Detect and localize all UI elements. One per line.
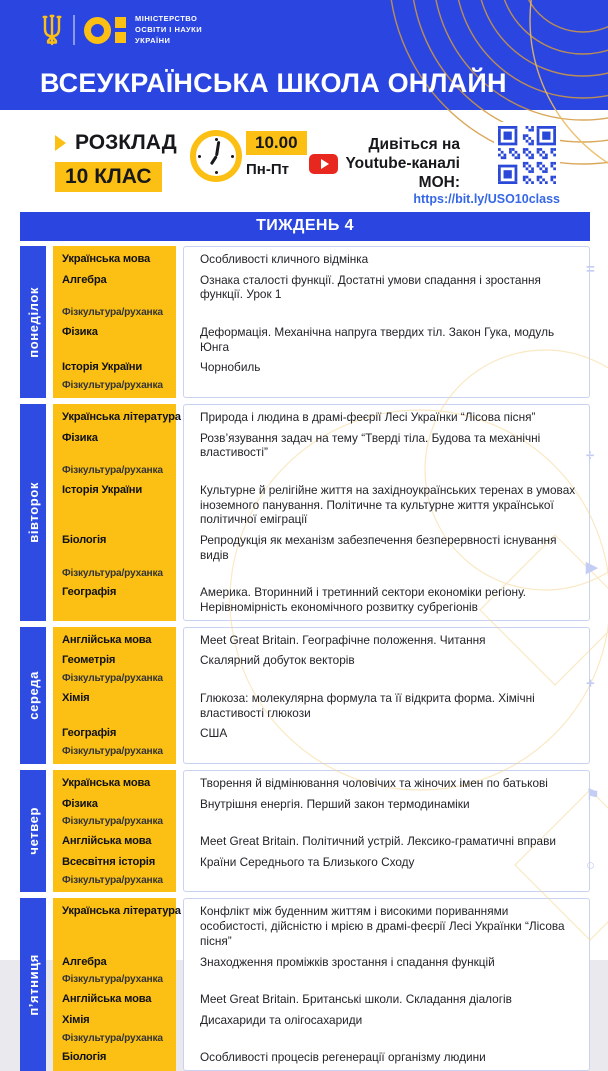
subject-label: Географія <box>62 727 117 740</box>
lesson-row <box>53 566 590 583</box>
topic-text <box>176 1031 590 1037</box>
topic-text: Творення й відмінювання чоловічих та жіночих імен по батькові <box>200 775 548 790</box>
days-range-label: Пн-Пт <box>246 161 289 178</box>
lesson-row <box>53 357 590 378</box>
lesson-row <box>53 901 590 951</box>
subject-label: Фізика <box>62 431 98 444</box>
topic-text <box>176 814 590 820</box>
subject-label: Фізика <box>62 797 98 810</box>
subject-label: Українська література <box>62 410 181 423</box>
day-section <box>20 898 590 1071</box>
time-block <box>246 131 307 178</box>
youtube-link[interactable]: https://bit.ly/USO10class <box>413 192 560 206</box>
topic-text: Репродукція як механізм забезпечення безперервності існування видів <box>200 533 557 562</box>
equals-icon: = <box>586 261 595 278</box>
subject-label: Фізкультура/руханка <box>62 673 163 685</box>
topic-text: Meet Great Britain. Політичний устрій. Лексико-граматичні вправи <box>200 834 556 849</box>
subject-label: Всесвітня історія <box>62 855 156 868</box>
lesson-row <box>53 1031 590 1048</box>
day-tab <box>20 898 46 1071</box>
mon-logo-icon <box>84 17 126 44</box>
subject-label: Англійська мова <box>62 993 152 1006</box>
topic-text: Культурне й релігійне життя на західноукраїнських теренах в умовах іноземного панування. Політичне та культурне життя української політичної еміграції <box>200 482 576 527</box>
topic-text: Особливості кличного відмінка <box>200 252 369 266</box>
subject-label: Фізкультура/руханка <box>62 1032 163 1044</box>
day-tab <box>20 627 46 764</box>
topic-text: Ознака сталості функції. Достатні умови спадання і зростання функції. Урок 1 <box>200 272 541 302</box>
topic-text: Глюкоза: молекулярна формула та її відкрита форма. Хімічні властивості глюкози <box>200 690 535 720</box>
topic-text <box>176 305 590 311</box>
lesson-row <box>53 688 590 723</box>
lesson-row <box>53 428 590 463</box>
subject-label: Історія України <box>62 361 143 374</box>
trident-logo-icon <box>40 14 64 46</box>
lesson-row <box>53 1047 590 1068</box>
topic-text: Чорнобиль <box>200 360 261 375</box>
subject-label: Геометрія <box>62 654 116 667</box>
day-body <box>53 404 590 621</box>
topic-text <box>176 972 590 978</box>
subject-label: Географія <box>62 586 117 599</box>
topic-text: Meet Great Britain. Географічне положення. Читання <box>200 632 486 647</box>
subject-label: Фізкультура/руханка <box>62 874 163 886</box>
lesson-row <box>53 463 590 480</box>
ministry-name <box>135 14 202 47</box>
topic-text: Внутрішня енергія. Перший закон термодинаміки <box>200 796 470 811</box>
week-header: ТИЖДЕНЬ 4 <box>20 212 590 241</box>
schedule-label: РОЗКЛАД <box>75 131 177 154</box>
topic-text: Meet Great Britain. Британські школи. Складання діалогів <box>200 992 512 1007</box>
day-tab <box>20 404 46 621</box>
lesson-row <box>53 582 590 617</box>
circle-icon: ○ <box>586 857 596 874</box>
topic-text: США <box>200 726 228 741</box>
page-title: ВСЕУКРАЇНСЬКА ШКОЛА ОНЛАЙН <box>40 68 507 98</box>
topic-text: Америка. Вторинний і третинний сектори економіки регіону. Нерівномірність економічного розвитку субрегіонів <box>200 585 527 615</box>
subject-label: Українська мова <box>62 253 151 265</box>
subject-label: Англійська мова <box>62 835 152 848</box>
topic-text <box>176 463 590 469</box>
topic-text: Особливості процесів регенерації організму людини <box>200 1050 486 1065</box>
subject-label: Фізкультура/руханка <box>62 567 163 579</box>
day-name: четвер <box>25 807 41 855</box>
lesson-row <box>53 249 590 270</box>
day-section <box>20 404 590 621</box>
lesson-row <box>53 650 590 671</box>
lesson-row <box>53 671 590 688</box>
day-body <box>53 898 590 1071</box>
play-icon: ▶ <box>586 559 598 576</box>
lesson-row <box>53 407 590 428</box>
subject-label: Фізкультура/руханка <box>62 380 163 392</box>
day-body <box>53 770 590 892</box>
watch-line: МОН: <box>418 174 460 191</box>
day-body <box>53 246 590 398</box>
grade-label: 10 КЛАС <box>55 162 162 192</box>
lesson-row <box>53 814 590 831</box>
watch-line: Дивіться на <box>368 136 460 153</box>
lesson-row <box>53 852 590 873</box>
subject-label: Фізкультура/руханка <box>62 974 163 986</box>
topic-text <box>176 671 590 677</box>
subject-label: Алгебра <box>62 955 107 968</box>
ministry-line: ОСВІТИ І НАУКИ <box>135 24 203 34</box>
subject-label: Фізкультура/руханка <box>62 465 163 477</box>
subject-label: Українська мова <box>62 776 151 789</box>
lesson-row <box>53 831 590 852</box>
subject-label: Фізкультура/руханка <box>62 307 163 319</box>
lesson-rows <box>53 404 590 621</box>
lesson-rows <box>53 246 590 398</box>
topic-text <box>176 744 590 750</box>
subject-label: Алгебра <box>62 273 107 286</box>
youtube-icon <box>309 154 338 174</box>
subject-label: Фізкультура/руханка <box>62 746 163 758</box>
day-tab <box>20 246 46 398</box>
topic-text <box>176 378 590 384</box>
youtube-text <box>300 136 460 192</box>
watch-suffix: -каналі <box>406 155 460 172</box>
subject-label: Біологія <box>62 1051 107 1064</box>
lesson-row <box>53 530 590 565</box>
brand-block <box>40 14 202 47</box>
days-list <box>20 246 590 1071</box>
day-body <box>53 627 590 764</box>
divide-icon: ÷ <box>586 447 595 464</box>
youtube-brand: Youtube <box>345 155 407 172</box>
day-tab <box>20 770 46 892</box>
time-label: 10.00 <box>246 131 307 155</box>
topic-text: Деформація. Механічна напруга твердих тіл. Закон Гука, модуль Юнга <box>200 324 555 354</box>
day-name: середа <box>25 670 41 720</box>
lesson-row <box>53 773 590 794</box>
lesson-row <box>53 972 590 989</box>
day-section <box>20 246 590 398</box>
brand-divider <box>73 15 75 45</box>
lesson-row <box>53 630 590 651</box>
lesson-row <box>53 270 590 305</box>
topic-text: Розв’язування задач на тему “Тверді тіла. Будова та механічні властивості” <box>200 430 541 460</box>
subject-label: Історія України <box>62 483 143 496</box>
lesson-row <box>53 794 590 815</box>
topic-text: Природа і людина в драмі-феєрії Лесі Українки “Лісова пісня” <box>200 409 536 424</box>
day-section <box>20 627 590 764</box>
day-name: п’ятниця <box>25 953 41 1016</box>
day-section <box>20 770 590 892</box>
clock-icon <box>190 130 242 182</box>
lesson-rows <box>53 770 590 892</box>
watch-line <box>300 154 460 174</box>
topic-text: Дисахариди та олігосахариди <box>200 1012 363 1027</box>
schedule-table <box>20 212 590 1071</box>
topic-text <box>176 566 590 572</box>
qr-code <box>494 122 560 193</box>
lesson-row <box>53 952 590 973</box>
day-name: понеділок <box>25 286 41 358</box>
lesson-row <box>53 378 590 395</box>
lesson-row <box>53 744 590 761</box>
topic-text: Конфлікт між буденним життям і високими пориваннями особистості, дійсністю і мрією в драмі-феєрії Лесі Українки “Лісова пісня” <box>200 904 565 948</box>
lesson-rows <box>53 898 590 1071</box>
lesson-rows <box>53 627 590 764</box>
lesson-row <box>53 873 590 890</box>
lesson-row <box>53 322 590 357</box>
flag-icon: ⚑ <box>586 787 600 804</box>
subject-label: Фізика <box>62 325 98 338</box>
header <box>0 0 608 110</box>
lesson-row <box>53 1010 590 1031</box>
schedule-block <box>55 131 177 192</box>
topic-text: Країни Середнього та Близького Сходу <box>200 854 415 869</box>
lesson-row <box>53 305 590 322</box>
subject-label: Хімія <box>62 691 90 704</box>
topic-text: Знаходження проміжків зростання і спадання функцій <box>200 954 495 969</box>
lesson-row <box>53 723 590 744</box>
lesson-row <box>53 989 590 1010</box>
arrow-icon <box>55 135 66 151</box>
plus-icon: + <box>586 675 595 692</box>
subject-label: Біологія <box>62 534 107 547</box>
lesson-row <box>53 480 590 530</box>
subject-label: Фізкультура/руханка <box>62 816 163 828</box>
ministry-line: УКРАЇНИ <box>135 35 171 45</box>
ministry-line: МІНІСТЕРСТВО <box>135 14 198 23</box>
topic-text: Скалярний добуток векторів <box>200 653 355 668</box>
topic-text <box>176 873 590 879</box>
subject-label: Українська література <box>62 905 181 918</box>
subject-label: Англійська мова <box>62 633 152 646</box>
subject-label: Хімія <box>62 1013 90 1026</box>
day-name: вівторок <box>25 481 41 543</box>
